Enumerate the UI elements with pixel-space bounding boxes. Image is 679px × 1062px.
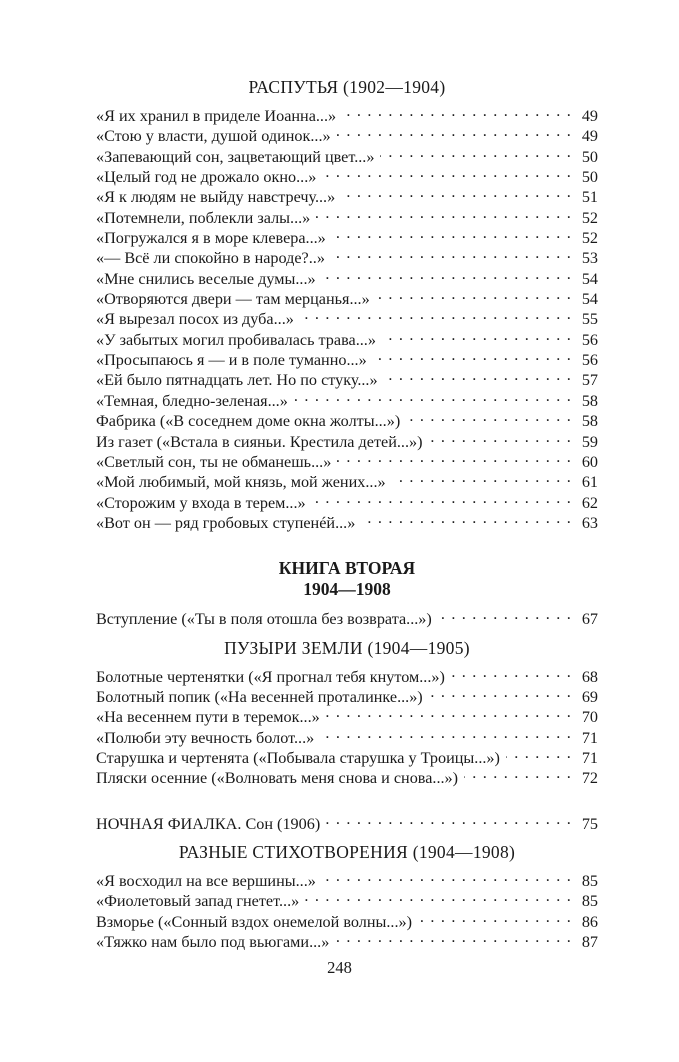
toc-entry-title: «Мне снились веселые думы...» xyxy=(96,269,316,288)
table-of-contents xyxy=(96,76,598,951)
toc-entry-title: «Тяжко нам было под вьюгами...» xyxy=(96,933,330,951)
dot-leader xyxy=(341,182,572,202)
dot-leader xyxy=(337,121,572,141)
toc-list-puzyri xyxy=(96,662,598,788)
toc-entry-page: 85 xyxy=(581,871,598,890)
toc-entry-page: 71 xyxy=(581,728,598,747)
toc-entry-page: 86 xyxy=(581,912,598,931)
toc-entry-title: «Вот он — ряд гробовых ступенéй...» xyxy=(96,513,356,532)
toc-entry-page: 63 xyxy=(581,513,598,532)
toc-entry-page: 75 xyxy=(581,814,598,833)
toc-entry-title: «Светлый сон, ты не обманешь...» xyxy=(96,452,332,471)
dot-leader xyxy=(373,345,572,365)
toc-entry-page: 72 xyxy=(581,769,598,788)
toc-entry-page: 54 xyxy=(581,269,598,288)
toc-entry-title: «Ей было пятнадцать лет. Но по стуку...» xyxy=(96,371,378,390)
dot-leader xyxy=(382,325,572,345)
toc-entry xyxy=(96,866,598,890)
toc-entry-title: «Стою у власти, душой одинок...» xyxy=(96,127,331,146)
dot-leader xyxy=(376,284,572,304)
dot-leader xyxy=(429,682,572,702)
toc-entry-title: Из газет («Встала в сияньи. Крестила детей...») xyxy=(96,432,423,451)
toc-entry-title: Болотные чертенятки («Я прогнал тебя кнутом...») xyxy=(96,667,445,686)
book-two-years: 1904—1908 xyxy=(303,579,391,600)
dot-leader xyxy=(322,162,572,182)
toc-entry-page: 56 xyxy=(581,351,598,370)
toc-list-rasputya xyxy=(96,101,598,532)
toc-entry-title: «Просыпаюсь я — и в поле туманно...» xyxy=(96,351,367,370)
dot-leader xyxy=(300,304,572,324)
toc-entry-title: Взморье («Сонный вздох онемелой волны...») xyxy=(96,912,413,931)
toc-entry-page: 51 xyxy=(581,188,598,207)
toc-entry-title: Фабрика («В соседнем доме окна жолты...») xyxy=(96,412,401,431)
toc-entry-page: 56 xyxy=(581,330,598,349)
toc-entry-page: 70 xyxy=(581,708,598,727)
toc-entry-page: 50 xyxy=(581,168,598,187)
toc-entry-page: 52 xyxy=(581,208,598,227)
dot-leader xyxy=(332,223,572,243)
toc-entry-page: 58 xyxy=(581,391,598,410)
toc-entry-title: «Фиолетовый запад гнетет...» xyxy=(96,892,300,911)
toc-entry xyxy=(96,101,598,125)
toc-entry-page: 60 xyxy=(581,452,598,471)
dot-leader xyxy=(429,427,573,447)
toc-entry-title: «Отворяются двери — там мерцанья...» xyxy=(96,290,370,309)
toc-entry-title: «На весеннем пути в теремок...» xyxy=(96,708,320,727)
dot-leader xyxy=(322,866,572,886)
toc-entry-page: 55 xyxy=(581,310,598,329)
toc-entry-title: «Темная, бледно-зеленая...» xyxy=(96,391,288,410)
toc-entry-title: Старушка и чертенята («Побывала старушка у Троицы...») xyxy=(96,748,500,767)
toc-entry-title: «Сторожим у входа в терем...» xyxy=(96,493,306,512)
toc-entry xyxy=(96,662,598,686)
dot-leader xyxy=(316,203,572,223)
dot-leader xyxy=(305,886,572,906)
toc-entry-title: Вступление («Ты в поля отошла без возврата...») xyxy=(96,610,432,629)
toc-entry-title: «Мой любимый, мой князь, мой жених...» xyxy=(96,473,386,492)
dot-leader xyxy=(342,101,572,121)
toc-list-book-two xyxy=(96,604,598,629)
toc-entry-page: 62 xyxy=(581,493,598,512)
dot-leader xyxy=(326,702,572,722)
toc-entry-page: 57 xyxy=(581,371,598,390)
toc-entry xyxy=(96,604,598,629)
toc-entry-page: 71 xyxy=(581,748,598,767)
dot-leader xyxy=(380,142,572,162)
dot-leader xyxy=(506,743,572,763)
toc-entry-page: 50 xyxy=(581,147,598,166)
dot-leader xyxy=(331,243,572,263)
dot-leader xyxy=(335,927,572,947)
dot-leader xyxy=(322,264,572,284)
toc-entry-page: 59 xyxy=(581,432,598,451)
toc-entry-title: «Целый год не дрожало окно...» xyxy=(96,168,317,187)
toc-entry-page: 49 xyxy=(581,107,598,125)
toc-list-raznye xyxy=(96,866,598,951)
toc-entry-page: 61 xyxy=(581,473,598,492)
toc-entry-page: 68 xyxy=(581,667,598,686)
toc-entry-page: 54 xyxy=(581,290,598,309)
section-heading-puzyri: ПУЗЫРИ ЗЕМЛИ (1904—1905) xyxy=(224,637,470,658)
toc-entry-page: 52 xyxy=(581,229,598,248)
dot-leader xyxy=(361,508,572,528)
dot-leader xyxy=(384,365,572,385)
toc-entry-page: 53 xyxy=(581,249,598,268)
toc-entry-page: 69 xyxy=(581,687,598,706)
dot-leader xyxy=(312,488,572,508)
dot-leader xyxy=(326,809,572,829)
book-two-title: КНИГА ВТОРАЯ xyxy=(278,558,416,579)
page-number: 248 xyxy=(327,958,352,977)
dot-leader xyxy=(406,406,572,426)
section-heading-raznye: РАЗНЫЕ СТИХОТВОРЕНИЯ (1904—1908) xyxy=(178,841,516,862)
toc-entry xyxy=(96,809,598,833)
toc-entry-title: «Полюби эту вечность болот...» xyxy=(96,728,315,747)
dot-leader xyxy=(418,907,572,927)
toc-entry-title: НОЧНАЯ ФИАЛКА. Сон (1906) xyxy=(96,814,321,833)
toc-entry-title: Пляски осенние («Волновать меня снова и снова...») xyxy=(96,769,459,788)
toc-entry-title: «— Всё ли спокойно в народе?..» xyxy=(96,249,325,268)
section-heading-rasputya: РАСПУТЬЯ (1902—1904) xyxy=(248,77,446,97)
toc-entry-title: «Я их хранил в приделе Иоанна...» xyxy=(96,107,337,125)
toc-entry-page: 67 xyxy=(581,610,598,629)
toc-entry-title: «Запевающий сон, зацветающий цвет...» xyxy=(96,147,375,166)
dot-leader xyxy=(337,447,572,467)
toc-entry-title: «Погружался я в море клевера...» xyxy=(96,229,326,248)
toc-entry-title: «Я вырезал посох из дуба...» xyxy=(96,310,294,329)
toc-entry-title: «Потемнели, поблекли залы...» xyxy=(96,208,311,227)
dot-leader xyxy=(438,604,572,624)
toc-entry-page: 87 xyxy=(581,933,598,951)
dot-leader xyxy=(320,723,572,743)
dot-leader xyxy=(451,662,572,682)
toc-entry-title: «Я к людям не выйду навстречу...» xyxy=(96,188,336,207)
toc-entry-title: Болотный попик («На весенней проталинке...») xyxy=(96,687,423,706)
toc-entry-page: 85 xyxy=(581,892,598,911)
toc-entry-page: 58 xyxy=(581,412,598,431)
toc-entry-title: «У забытых могил пробивалась трава...» xyxy=(96,330,376,349)
dot-leader xyxy=(294,386,572,406)
dot-leader xyxy=(392,467,572,487)
toc-entry-page: 49 xyxy=(581,127,598,146)
toc-list-nochnaya xyxy=(96,809,598,833)
dot-leader xyxy=(464,763,572,783)
toc-entry-title: «Я восходил на все вершины...» xyxy=(96,871,316,890)
